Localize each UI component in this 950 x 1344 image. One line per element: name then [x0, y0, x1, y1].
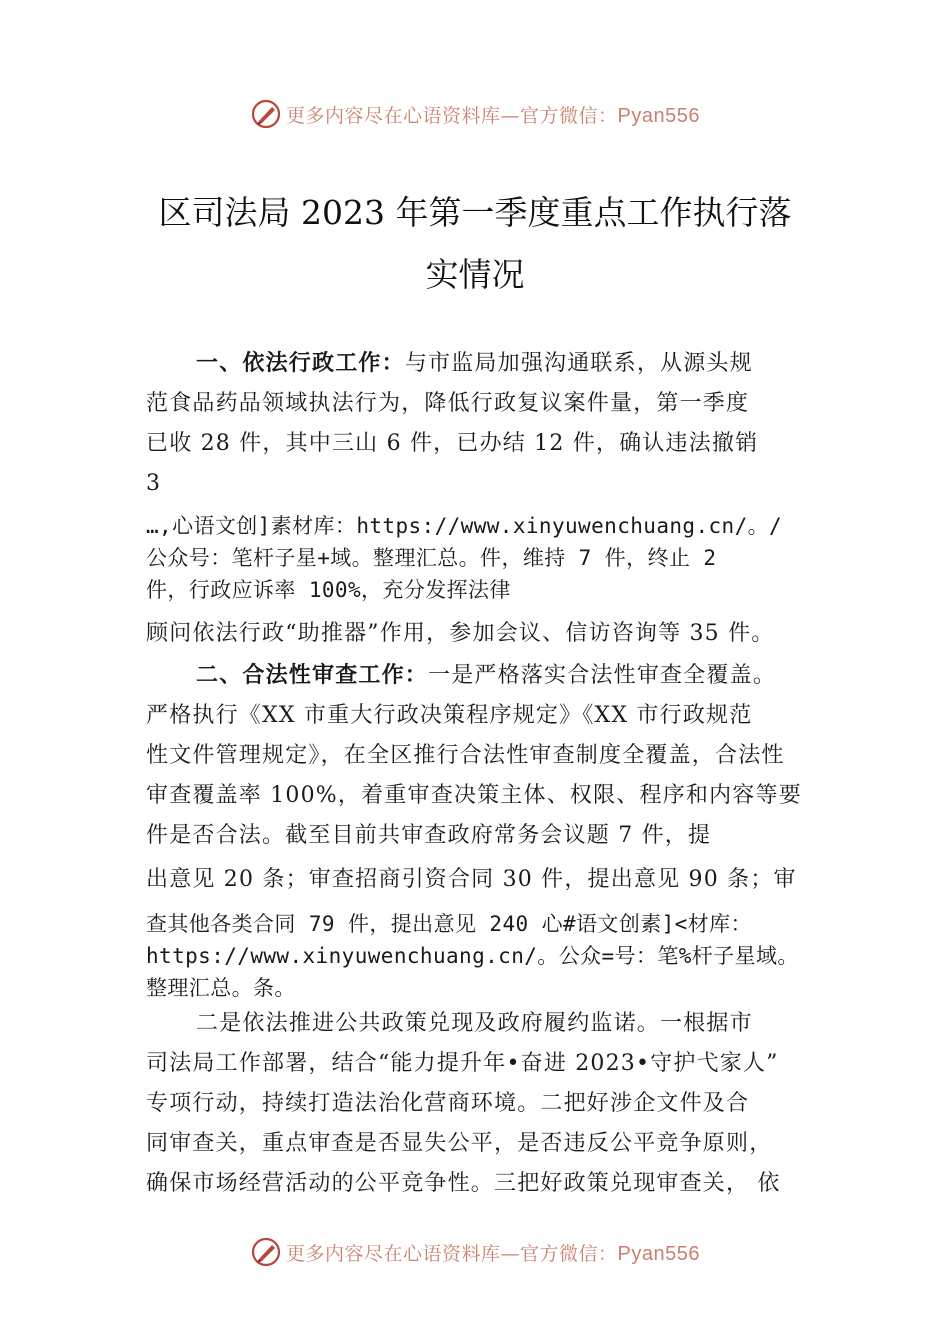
paragraph-line: 范食品药品领域执法行为，降低行政复议案件量，第一季度 [146, 391, 750, 416]
paragraph-line: 审查覆盖率 100%，着重审查决策主体、权限、程序和内容等要 [146, 783, 802, 808]
title-line-1: 区司法局 2023 年第一季度重点工作执行落 [158, 193, 792, 232]
section-legality-review-cont [146, 908, 836, 1004]
paragraph-line: 司法局工作部署，结合“能力提升年•奋进 2023•守护弋家人” [146, 1051, 779, 1076]
section-administrative-law [146, 344, 836, 504]
paragraph-line: 严格执行《XX 市重大行政决策程序规定》《XX 市行政规范 [146, 703, 753, 728]
paragraph-line: 同审查关，重点审查是否显失公平，是否违反公平竞争原则， [146, 1131, 773, 1156]
page-title [120, 182, 830, 306]
paragraph-line: 二是依法推进公共政策兑现及政府履约监诺。一根据市 [196, 1011, 753, 1036]
wechat-handle: Pyan556 [617, 104, 700, 127]
pen-logo-icon [250, 98, 282, 130]
section-heading: 一、依法行政工作： [196, 351, 405, 376]
section-administrative-law-end [146, 614, 836, 654]
paragraph-line: 公众号：笔杆子星+域。整理汇总。件，维持 7 件，终止 2 [146, 546, 717, 570]
banner-text: 更多内容尽在心语资料库—官方微信：Pyan556 [286, 104, 700, 127]
section-administrative-law-cont [146, 510, 836, 606]
paragraph-line: 一、依法行政工作：与市监局加强沟通联系，从源头规 [196, 351, 753, 376]
paragraph-line: 顾问依法行政“助推器”作用，参加会议、信访咨询等 35 件。 [146, 621, 775, 646]
section-policy-fulfillment [146, 1004, 836, 1204]
paragraph-line: 查其他各类合同 79 件，提出意见 240 心#语文创素]<材库： [146, 912, 752, 936]
paragraph-line: 二、合法性审查工作：一是严格落实合法性审查全覆盖。 [196, 663, 777, 688]
header-banner [0, 94, 950, 134]
paragraph-line: 性文件管理规定》，在全区推行合法性审查制度全覆盖，合法性 [146, 743, 785, 768]
paragraph-line: 件，行政应诉率 100%，充分发挥法律 [146, 578, 511, 602]
paragraph-line: 整理汇总。条。 [146, 976, 296, 1000]
paragraph-line: 出意见 20 条；审查招商引资合同 30 件，提出意见 90 条；审 [146, 867, 797, 892]
title-line-2: 实情况 [425, 255, 525, 294]
paragraph-line: https://www.xinyuwenchuang.cn/。公众=号：笔%杆子星域。 [146, 944, 799, 968]
paragraph-line: 3 [146, 471, 162, 496]
footer-banner [0, 1232, 950, 1272]
section-legality-review [146, 656, 836, 900]
paragraph-line: …,心语文创]素材库：https://www.xinyuwenchuang.cn/。/ [146, 514, 783, 538]
paragraph-line: 已收 28 件，其中三山 6 件，已办结 12 件，确认违法撤销 [146, 431, 759, 456]
section-heading: 二、合法性审查工作： [196, 663, 429, 688]
pen-logo-icon [250, 1236, 282, 1268]
wechat-handle: Pyan556 [617, 1242, 700, 1265]
paragraph-line: 确保市场经营活动的公平竞争性。三把好政策兑现审查关， 依 [146, 1171, 781, 1196]
paragraph-line: 件是否合法。截至目前共审查政府常务会议题 7 件，提 [146, 823, 712, 848]
paragraph-line: 专项行动，持续打造法治化营商环境。二把好涉企文件及合 [146, 1091, 750, 1116]
banner-text: 更多内容尽在心语资料库—官方微信：Pyan556 [286, 1242, 700, 1265]
